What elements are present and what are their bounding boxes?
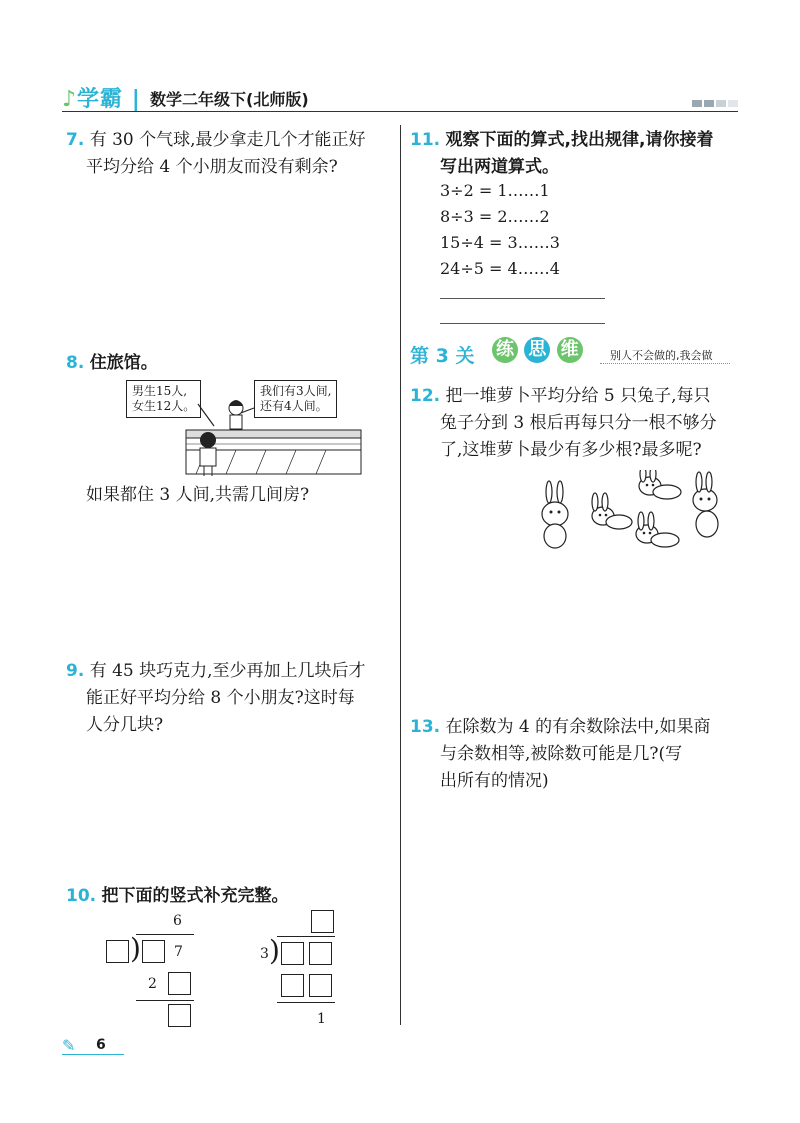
rabbits-illustration xyxy=(525,470,725,555)
page-number: 6 xyxy=(96,1037,106,1053)
question-8: 8. 住旅馆。 xyxy=(66,353,158,373)
section-dotted-rule xyxy=(600,363,730,364)
question-8-prompt: 如果都住 3 人间,共需几间房? xyxy=(86,485,310,505)
divisor-digit: 3 xyxy=(260,946,269,962)
quotient-digit: 6 xyxy=(173,913,182,929)
division-bracket: ) xyxy=(269,934,280,967)
question-11: 11. 观察下面的算式,找出规律,请你接着 写出两道算式。 xyxy=(410,130,714,177)
product-answer-box[interactable] xyxy=(168,972,191,995)
equation-list xyxy=(440,178,560,282)
equation: 15÷4 = 3……3 xyxy=(440,233,560,252)
speech-bubble-left: 男生15人, 女生12人。 xyxy=(126,380,201,418)
question-number: 13. xyxy=(410,717,441,737)
product-tens-box[interactable] xyxy=(281,974,304,997)
division-bar xyxy=(277,936,335,937)
dividend-digit: 7 xyxy=(174,944,183,960)
divisor-answer-box[interactable] xyxy=(106,940,129,963)
long-division-right xyxy=(255,908,365,1033)
product-digit: 2 xyxy=(148,976,157,992)
section-banner xyxy=(410,337,732,369)
section-tagline: 别人不会做的,我会做 xyxy=(610,349,713,362)
page-header xyxy=(62,78,738,114)
question-number: 12. xyxy=(410,386,441,406)
question-12: 12. 把一堆萝卜平均分给 5 只兔子,每只 兔子分到 3 根后再每只分一根不够分 了,这堆萝卜最少有多少根?最多呢? xyxy=(410,386,717,460)
answer-line[interactable] xyxy=(440,298,605,299)
question-7: 7. 有 30 个气球,最少拿走几个才能正好 平均分给 4 个小朋友而没有剩余? xyxy=(66,130,366,177)
question-9: 9. 有 45 块巧克力,至少再加上几块后才 能正好平均分给 8 个小朋友?这时每 人分几块? xyxy=(66,661,366,735)
section-label: 第 3 关 xyxy=(410,345,475,367)
header-rule xyxy=(62,111,738,112)
question-number: 11. xyxy=(410,130,441,150)
remainder-answer-box[interactable] xyxy=(168,1004,191,1027)
quotient-answer-box[interactable] xyxy=(311,910,334,933)
subtraction-line xyxy=(277,1002,335,1003)
question-number: 10. xyxy=(66,886,97,906)
section-title: 练 思 维 xyxy=(492,337,583,363)
question-number: 7. xyxy=(66,130,85,150)
remainder-digit: 1 xyxy=(317,1011,326,1027)
equation: 3÷2 = 1……1 xyxy=(440,181,550,200)
question-number: 9. xyxy=(66,661,85,681)
division-bracket: ) xyxy=(130,932,141,965)
long-division-left xyxy=(100,908,210,1033)
book-title: 数学二年级下(北师版) xyxy=(150,90,309,109)
hotel-illustration xyxy=(126,378,366,478)
question-13: 13. 在除数为 4 的有余数除法中,如果商 与余数相等,被除数可能是几?(写 出所有的情况) xyxy=(410,717,711,791)
division-bar xyxy=(136,934,194,935)
pencil-icon: ✎ xyxy=(62,1036,76,1055)
hotel-counter-drawing xyxy=(126,378,366,478)
speech-bubble-right: 我们有3人间, 还有4人间。 xyxy=(254,380,337,418)
column-divider xyxy=(400,125,401,1025)
product-ones-box[interactable] xyxy=(309,974,332,997)
footer-rule xyxy=(62,1054,124,1055)
page-footer xyxy=(62,1036,132,1056)
dividend-tens-box[interactable] xyxy=(281,942,304,965)
header-decoration-icon xyxy=(692,92,738,111)
question-number: 8. xyxy=(66,353,85,373)
xueba-logo: ♪学霸 | xyxy=(62,87,141,112)
equation: 8÷3 = 2……2 xyxy=(440,207,550,226)
dividend-ones-box[interactable] xyxy=(309,942,332,965)
dividend-answer-box[interactable] xyxy=(142,940,165,963)
answer-line[interactable] xyxy=(440,323,605,324)
subtraction-line xyxy=(136,1000,194,1001)
equation: 24÷5 = 4……4 xyxy=(440,259,560,278)
question-10: 10. 把下面的竖式补充完整。 xyxy=(66,886,289,906)
